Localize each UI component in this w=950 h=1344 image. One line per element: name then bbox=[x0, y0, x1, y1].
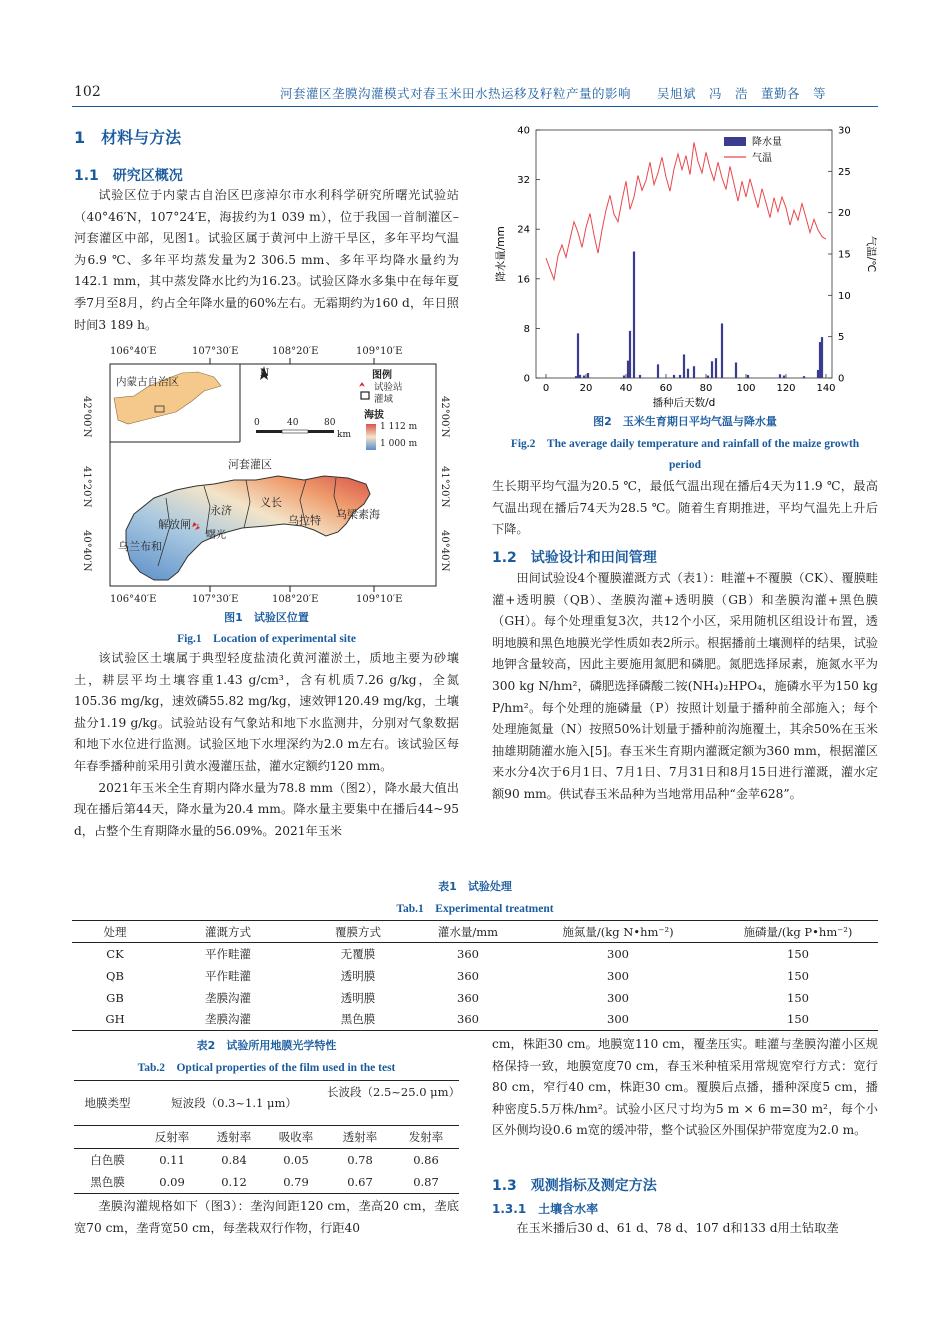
table-cell: 垄膜沟灌 bbox=[205, 1012, 251, 1027]
table-row bbox=[72, 943, 878, 965]
table-cell: 0.79 bbox=[283, 1175, 309, 1189]
ridge-text-continued: cm，株距30 cm。地膜宽110 cm，覆垄压实。畦灌与垄膜沟灌小区规格保持一致，地膜宽度70 cm，春玉米种植采用常规宽窄行方式：宽行80 cm，窄行40 cm，株距30 cm。覆膜后点播，播种深度5 cm，播种密度5.5万株/hm²。试验小区尺寸均为5 m × 6 m=30 m²，每个小区外侧均设0.6 m宽的缓冲带，整个试验区外围保护带宽度为2.0 m。 bbox=[492, 1037, 878, 1138]
rain-bar bbox=[627, 361, 629, 378]
rain-bar bbox=[735, 363, 737, 379]
map-lon-label: 109°10′E bbox=[356, 594, 403, 605]
rain-bar bbox=[783, 376, 785, 378]
table-header: 透射率 bbox=[216, 1130, 252, 1144]
page-number: 102 bbox=[74, 84, 101, 100]
station-name: 曙光 bbox=[206, 530, 226, 541]
y-right-tick-label: 25 bbox=[838, 166, 851, 178]
y-right-tick-label: 30 bbox=[838, 125, 851, 137]
table-cell: 300 bbox=[607, 1012, 629, 1027]
soil-moisture-text: 在玉米播后30 d、61 d、78 d、107 d和133 d用土钻取垄 bbox=[516, 1221, 839, 1235]
table-cell: 无覆膜 bbox=[340, 946, 376, 961]
y-left-tick-label: 8 bbox=[523, 323, 530, 335]
table-row bbox=[74, 1149, 459, 1172]
section-heading-1-3: 1.3 观测指标及测定方法 bbox=[492, 1178, 657, 1194]
table-cell: GB bbox=[106, 990, 124, 1005]
soil-moisture-paragraph bbox=[492, 1218, 878, 1240]
section-heading-1: 1 材料与方法 bbox=[74, 128, 182, 147]
ridge-paragraph-continued bbox=[492, 1034, 878, 1142]
region-name: 河套灌区 bbox=[228, 458, 272, 471]
rain-bar bbox=[819, 342, 821, 378]
y-left-tick-label: 40 bbox=[517, 125, 530, 137]
y-left-tick-label: 0 bbox=[523, 373, 530, 385]
map-lat-label: 41°20′N bbox=[81, 466, 92, 508]
soil-paragraph bbox=[74, 648, 459, 842]
legend-rain-label: 降水量 bbox=[752, 137, 782, 148]
y-right-tick-label: 0 bbox=[838, 373, 845, 385]
running-title: 河套灌区垄膜沟灌模式对春玉米田水热运移及籽粒产量的影响 吴旭斌 冯 浩 董勤各 等 bbox=[280, 86, 827, 101]
map-lat-label: 40°40′N bbox=[81, 530, 92, 572]
table-cell: 150 bbox=[787, 1012, 809, 1027]
table-cell: 0.09 bbox=[159, 1175, 185, 1189]
map-lat-label: 42°00′N bbox=[439, 396, 450, 438]
rain-bar bbox=[693, 366, 695, 378]
table-cell: 300 bbox=[607, 990, 629, 1005]
temperature-text: 生长期平均气温为20.5 ℃，最低气温出现在播后4天为11.9 ℃，最高气温出现在播后74天为28.5 ℃。随着生育期推进，平均气温先上升后下降。 bbox=[492, 479, 878, 537]
table-cell: GH bbox=[105, 1012, 125, 1027]
map-lon-label: 106°40′E bbox=[110, 346, 157, 357]
header-rule bbox=[72, 106, 878, 107]
y-left-tick-label: 32 bbox=[517, 175, 530, 187]
map-lon-label: 109°10′E bbox=[356, 346, 403, 357]
table-header-spacer bbox=[327, 1103, 459, 1126]
table-header: 覆膜方式 bbox=[335, 924, 381, 939]
table-2-caption-en: Tab.2 Optical properties of the film used in the test bbox=[137, 1062, 396, 1074]
table-cell: 0.67 bbox=[347, 1175, 373, 1189]
table-cell: 300 bbox=[607, 968, 629, 983]
legend-rain-swatch bbox=[724, 137, 746, 146]
x-tick-label: 140 bbox=[816, 383, 836, 394]
rain-bar bbox=[721, 323, 723, 378]
table-cell: 透明膜 bbox=[340, 968, 376, 983]
table-cell: 360 bbox=[457, 1012, 479, 1027]
rain-bar bbox=[779, 374, 781, 378]
map-lon-label: 108°20′E bbox=[272, 346, 319, 357]
table-header-spacer bbox=[74, 1126, 141, 1149]
soil-text: 该试验区土壤属于典型轻度盐渍化黄河灌淤土，质地主要为砂壤土，耕层平均土壤容重1.43 g/cm³，含有机质7.26 g/kg，全氮105.36 mg/kg，速效磷55.82 mg/kg，速效钾120.49 mg/kg，土壤盐分1.19 g/kg。试验站设有气象站和地下水监测井，分别对气象数据和地下水位进行监测。试验区地下水埋深约为2.0 m左右。该试验区每年春季播种前采用引黄水漫灌压盐，灌水定额约120 mm。 bbox=[74, 651, 459, 773]
design-paragraph bbox=[492, 568, 878, 806]
table-1-caption-en: Tab.1 Experimental treatment bbox=[396, 903, 554, 915]
figure-2-caption-cn: 图2 玉米生育期日平均气温与降水量 bbox=[593, 415, 777, 428]
rain-bar bbox=[629, 331, 631, 378]
table-cell: CK bbox=[106, 946, 124, 961]
table-row bbox=[72, 1009, 878, 1031]
x-tick-label: 40 bbox=[619, 383, 633, 394]
rain-bar bbox=[803, 376, 805, 378]
x-tick-label: 0 bbox=[542, 383, 550, 394]
table-header: 灌溉方式 bbox=[205, 924, 251, 939]
scale-unit: km bbox=[337, 430, 351, 440]
table-cell: 平作畦灌 bbox=[205, 946, 251, 961]
rainfall-text: 2021年玉米全生育期内降水量为78.8 mm（图2），降水最大值出现在播后第44天，降水量为20.4 mm。降水量主要集中在播后44~95 d，占整个生育期降水量的56.09%。2021年玉米 bbox=[74, 780, 459, 838]
legend-temp-label: 气温 bbox=[752, 153, 772, 164]
elevation-low: 1 000 m bbox=[380, 439, 418, 449]
table-header: 短波段（0.3~1.1 μm） bbox=[171, 1096, 297, 1110]
legend-title: 图例 bbox=[372, 370, 392, 381]
map-lon-label: 107°30′E bbox=[192, 346, 239, 357]
table-cell: 360 bbox=[457, 968, 479, 983]
table-1 bbox=[72, 920, 878, 1031]
x-tick-label: 120 bbox=[776, 383, 796, 394]
rain-bar bbox=[583, 376, 585, 378]
zone-label: 永济 bbox=[210, 504, 232, 517]
table-header: 处理 bbox=[103, 924, 127, 939]
rain-bar bbox=[747, 375, 749, 378]
table-cell: 0.05 bbox=[283, 1153, 309, 1167]
table-row bbox=[72, 987, 878, 1009]
y-right-tick-label: 5 bbox=[838, 332, 845, 344]
table-cell: 平作畦灌 bbox=[205, 968, 251, 983]
rain-bar bbox=[575, 376, 577, 378]
inset-label: 内蒙古自治区 bbox=[116, 376, 179, 388]
rain-bar bbox=[707, 376, 709, 378]
table-cell: 0.78 bbox=[347, 1153, 373, 1167]
rain-bar bbox=[821, 337, 823, 378]
section-heading-1-2: 1.2 试验设计和田间管理 bbox=[492, 550, 657, 566]
legend-area: 灌域 bbox=[374, 394, 394, 405]
rain-bar bbox=[817, 370, 819, 378]
study-area-paragraph bbox=[74, 185, 459, 336]
ridge-paragraph bbox=[74, 1196, 459, 1239]
rain-temp-chart bbox=[492, 120, 878, 410]
y-right-label: 气温/℃ bbox=[865, 235, 877, 273]
table-cell: 150 bbox=[787, 990, 809, 1005]
y-left-label: 降水量/mm bbox=[495, 226, 507, 282]
table-cell: 150 bbox=[787, 946, 809, 961]
section-heading-1-1: 1.1 研究区概况 bbox=[74, 168, 183, 184]
table-cell: 150 bbox=[787, 968, 809, 983]
zone-label: 解放闸 bbox=[158, 518, 191, 531]
rain-bar bbox=[715, 358, 717, 378]
zone-label: 乌兰布和 bbox=[118, 540, 162, 553]
table-cell: 垄膜沟灌 bbox=[205, 990, 251, 1005]
scale-label: 0 bbox=[254, 418, 260, 428]
y-right-tick-label: 10 bbox=[838, 290, 851, 302]
legend-elevation: 海拔 bbox=[364, 410, 384, 421]
table-cell: 0.86 bbox=[413, 1153, 439, 1167]
table-cell: 透明膜 bbox=[340, 990, 376, 1005]
rain-bar bbox=[577, 333, 579, 378]
table-cell: 360 bbox=[457, 946, 479, 961]
rain-bar bbox=[683, 354, 685, 378]
rain-bar bbox=[587, 373, 589, 378]
map-lat-label: 41°20′N bbox=[439, 466, 450, 508]
scale-label: 40 bbox=[287, 418, 299, 428]
ridge-text: 垄膜沟灌规格如下（图3）：垄沟间距120 cm，垄高20 cm，垄底宽70 cm，垄背宽50 cm，每垄栽双行作物，行距40 bbox=[74, 1199, 459, 1235]
rain-bar bbox=[623, 376, 625, 378]
table-2-caption-cn: 表2 试验所用地膜光学特性 bbox=[196, 1039, 337, 1052]
table-cell: 0.87 bbox=[413, 1175, 439, 1189]
rain-bar bbox=[687, 369, 689, 378]
table-cell: 0.12 bbox=[221, 1175, 247, 1189]
rain-bar bbox=[673, 375, 675, 378]
legend-station: 试验站 bbox=[374, 382, 403, 393]
rain-bar bbox=[633, 252, 635, 378]
figure-2-caption-en: Fig.2 The average daily temperature and rainfall of the maize growth period bbox=[510, 438, 860, 471]
table-header: 反射率 bbox=[154, 1130, 190, 1144]
temperature-line bbox=[546, 142, 826, 279]
rain-bar bbox=[657, 364, 659, 378]
table-cell: 黑色膜 bbox=[90, 1175, 125, 1189]
table-header: 施氮量/(kg N•hm⁻²) bbox=[562, 924, 674, 939]
table-cell: 0.11 bbox=[159, 1153, 185, 1167]
temperature-paragraph bbox=[492, 476, 878, 541]
map-lat-label: 42°00′N bbox=[81, 396, 92, 438]
x-tick-label: 80 bbox=[699, 383, 713, 394]
figure-1-map bbox=[74, 346, 464, 608]
x-tick-label: 100 bbox=[736, 383, 756, 394]
rain-bar bbox=[639, 375, 641, 378]
rain-bar bbox=[711, 361, 713, 378]
zone-label: 义长 bbox=[260, 496, 282, 509]
table-header: 发射率 bbox=[408, 1130, 444, 1144]
table-cell: 360 bbox=[457, 990, 479, 1005]
table-header: 地膜类型 bbox=[74, 1081, 141, 1126]
table-header: 施磷量/(kg P•hm⁻²) bbox=[743, 924, 853, 939]
map-lon-label: 108°20′E bbox=[272, 594, 319, 605]
table-header: 透射率 bbox=[342, 1130, 378, 1144]
table-2 bbox=[74, 1080, 459, 1194]
table-row bbox=[74, 1171, 459, 1194]
figure-2-chart bbox=[492, 120, 878, 410]
x-axis-label: 播种后天数/d bbox=[652, 397, 716, 409]
map-lon-label: 107°30′E bbox=[192, 594, 239, 605]
y-left-tick-label: 24 bbox=[517, 224, 530, 236]
scale-label: 80 bbox=[324, 418, 336, 428]
table-cell: 白色膜 bbox=[90, 1153, 125, 1167]
table-cell: 黑色膜 bbox=[340, 1012, 376, 1027]
table-row bbox=[72, 965, 878, 987]
x-tick-label: 20 bbox=[579, 383, 593, 394]
design-text: 田间试验设4个覆膜灌溉方式（表1）：畦灌+不覆膜（CK）、覆膜畦灌+透明膜（QB）、垄膜沟灌+透明膜（GB）和垄膜沟灌+黑色膜（GH）。每个处理重复3次，共12个小区，采用随机区组设计布置，透明地膜和黑色地膜光学性质如表2所示。根据播前土壤测样的结果，试验地钾含量较高，因此主要施用氮肥和磷肥。氮肥选择尿素，施氮水平为300 kg N/hm²，磷肥选择磷酸二铵(NH₄)₂HPO₄，施磷水平为150 kg P/hm²。每个处理的施磷量（P）按照计划量于播种前全部施入；每个处理施氮量（N）按照50%计划量于播种前沟施覆土，其余50%在玉米抽雄期随灌水施入[5]。春玉米生育期内灌溉定额为360 mm，根据灌区来水分4次于6月1日、7月1日、7月31日和8月15日进行灌溉，灌水定额90 mm。供试春玉米品种为当地常用品种“金苹628”。 bbox=[492, 571, 878, 801]
y-right-tick-label: 15 bbox=[838, 249, 851, 261]
table-cell: QB bbox=[106, 968, 124, 983]
table-1-caption-cn: 表1 试验处理 bbox=[438, 880, 512, 893]
table-header: 长波段（2.5~25.0 μm） bbox=[327, 1085, 461, 1099]
figure-1-caption-en: Fig.1 Location of experimental site bbox=[177, 633, 356, 645]
zone-label: 乌梁素海 bbox=[336, 508, 380, 521]
zone-label: 乌拉特 bbox=[288, 514, 321, 527]
y-right-tick-label: 20 bbox=[838, 208, 851, 220]
section-heading-1-3-1: 1.3.1 土壤含水率 bbox=[492, 1202, 599, 1216]
study-area-text: 试验区位于内蒙古自治区巴彦淖尔市水利科学研究所曙光试验站（40°46′N，107°24′E，海拔约为1 039 m），位于我国一首制灌区–河套灌区中部，见图1。试验区属于黄河中上游干旱区，多年平均气温为6.9 ℃、多年平均蒸发量为2 306.5 mm、多年平均降水量约为142.1 mm，其中蒸发降水比约为16.23。试验区降水多集中在每年夏季7月至8月，约占全年降水量的60%左右。无霜期约为160 d，年日照时间3 189 h。 bbox=[74, 188, 459, 332]
x-tick-label: 60 bbox=[659, 383, 673, 394]
figure-1-caption-cn: 图1 试验区位置 bbox=[224, 611, 309, 624]
map-lon-label: 106°40′E bbox=[110, 594, 157, 605]
rain-bar bbox=[579, 375, 581, 378]
y-left-tick-label: 16 bbox=[517, 274, 530, 286]
north-arrow-icon: N bbox=[260, 368, 270, 379]
rain-bar bbox=[679, 375, 681, 378]
table-header: 吸收率 bbox=[278, 1130, 314, 1144]
map-lat-label: 40°40′N bbox=[439, 530, 450, 572]
table-cell: 0.84 bbox=[221, 1153, 247, 1167]
table-cell: 300 bbox=[607, 946, 629, 961]
elevation-high: 1 112 m bbox=[380, 422, 418, 432]
table-header: 灌水量/mm bbox=[437, 924, 499, 939]
